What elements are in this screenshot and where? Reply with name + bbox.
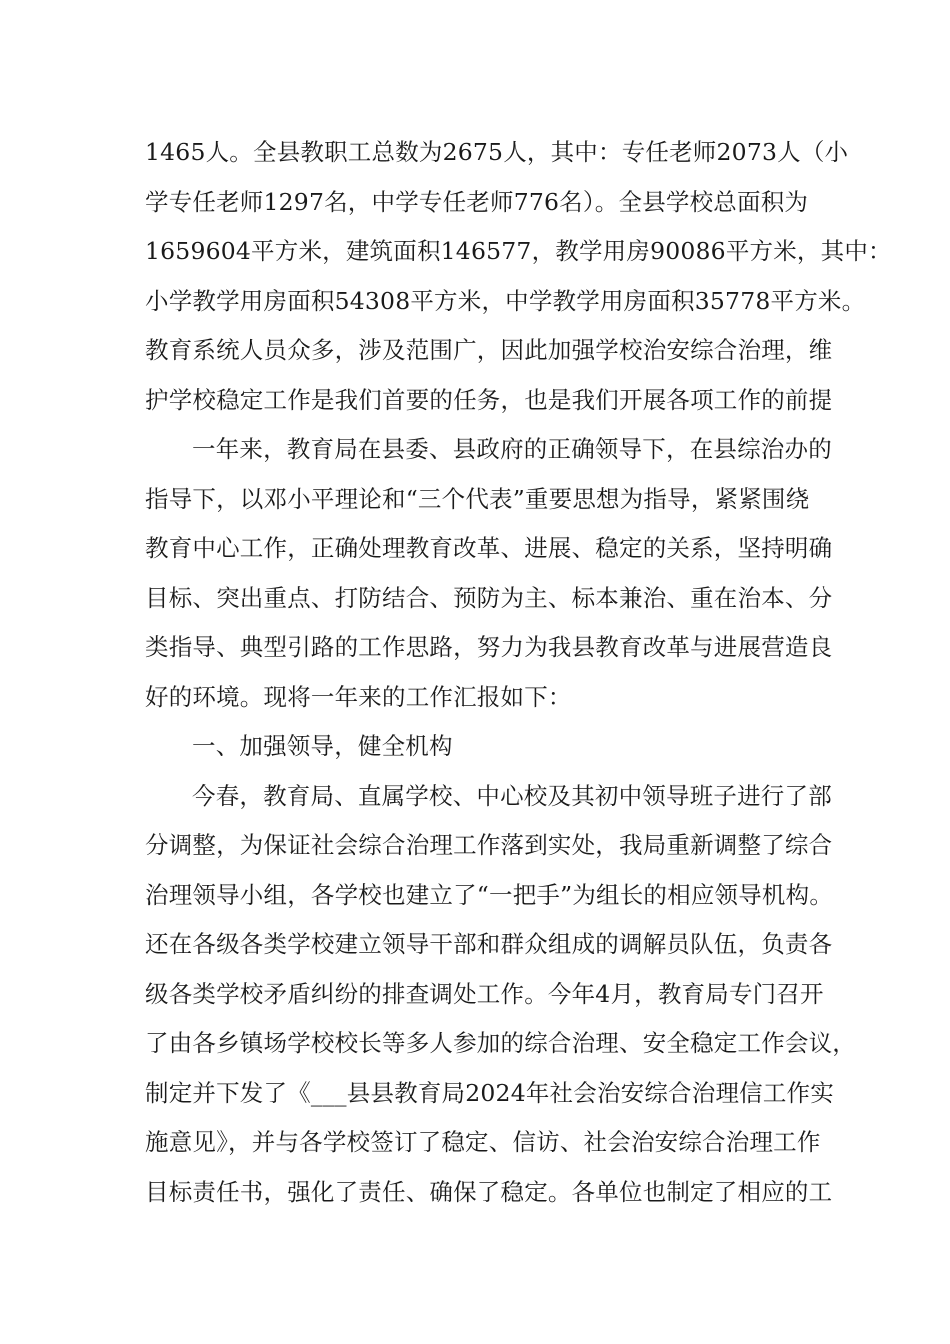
text-line: 指导下，以邓小平理论和“三个代表”重要思想为指导，紧紧围绕: [145, 484, 810, 513]
text-line: 级各类学校矛盾纠纷的排查调处工作。今年4月，教育局专门召开: [145, 979, 824, 1008]
text-line: 目标责任书，强化了责任、确保了稳定。各单位也制定了相应的工: [145, 1177, 833, 1206]
text-line: 1465人。全县教职工总数为2675人，其中：专任老师2073人（小: [145, 138, 849, 166]
text-line: 分调整，为保证社会综合治理工作落到实处，我局重新调整了综合: [145, 831, 833, 859]
text-line: 学专任老师1297名，中学专任老师776名）。全县学校总面积为: [145, 187, 809, 216]
text-line: 教育中心工作，正确处理教育改革、进展、稳定的关系，坚持明确: [145, 534, 833, 562]
text-line: 护学校稳定工作是我们首要的任务，也是我们开展各项工作的前提: [145, 385, 833, 414]
document-body: [145, 128, 892, 1217]
text-line: 好的环境。现将一年来的工作汇报如下：: [145, 682, 572, 711]
text-line: 施意见》，并与各学校签订了稳定、信访、社会治安综合治理工作: [145, 1128, 821, 1156]
text-line: 1659604平方米，建筑面积146577，教学用房90086平方米，其中：: [145, 237, 892, 265]
text-line: 治理领导小组，各学校也建立了“一把手”为组长的相应领导机构。: [145, 880, 834, 909]
text-line: 小学教学用房面积54308平方米，中学教学用房面积35778平方米。: [145, 286, 866, 315]
text-line: 制定并下发了《___县县教育局2024年社会治安综合治理信工作实: [145, 1078, 834, 1107]
section-heading: 一、加强领导，健全机构: [192, 732, 453, 760]
paragraph-start-line: 一年来，教育局在县委、县政府的正确领导下，在县综治办的: [192, 435, 832, 463]
text-line: 类指导、典型引路的工作思路，努力为我县教育改革与进展营造良: [145, 633, 833, 661]
text-line: 还在各级各类学校建立领导干部和群众组成的调解员队伍，负责各: [145, 930, 833, 958]
text-line: 教育系统人员众多，涉及范围广，因此加强学校治安综合治理，维: [145, 336, 833, 364]
text-line: 了由各乡镇场学校校长等多人参加的综合治理、安全稳定工作会议，: [145, 1029, 856, 1057]
paragraph-start-line: 今春，教育局、直属学校、中心校及其初中领导班子进行了部: [192, 781, 832, 810]
text-line: 目标、突出重点、打防结合、预防为主、标本兼治、重在治本、分: [145, 583, 833, 612]
